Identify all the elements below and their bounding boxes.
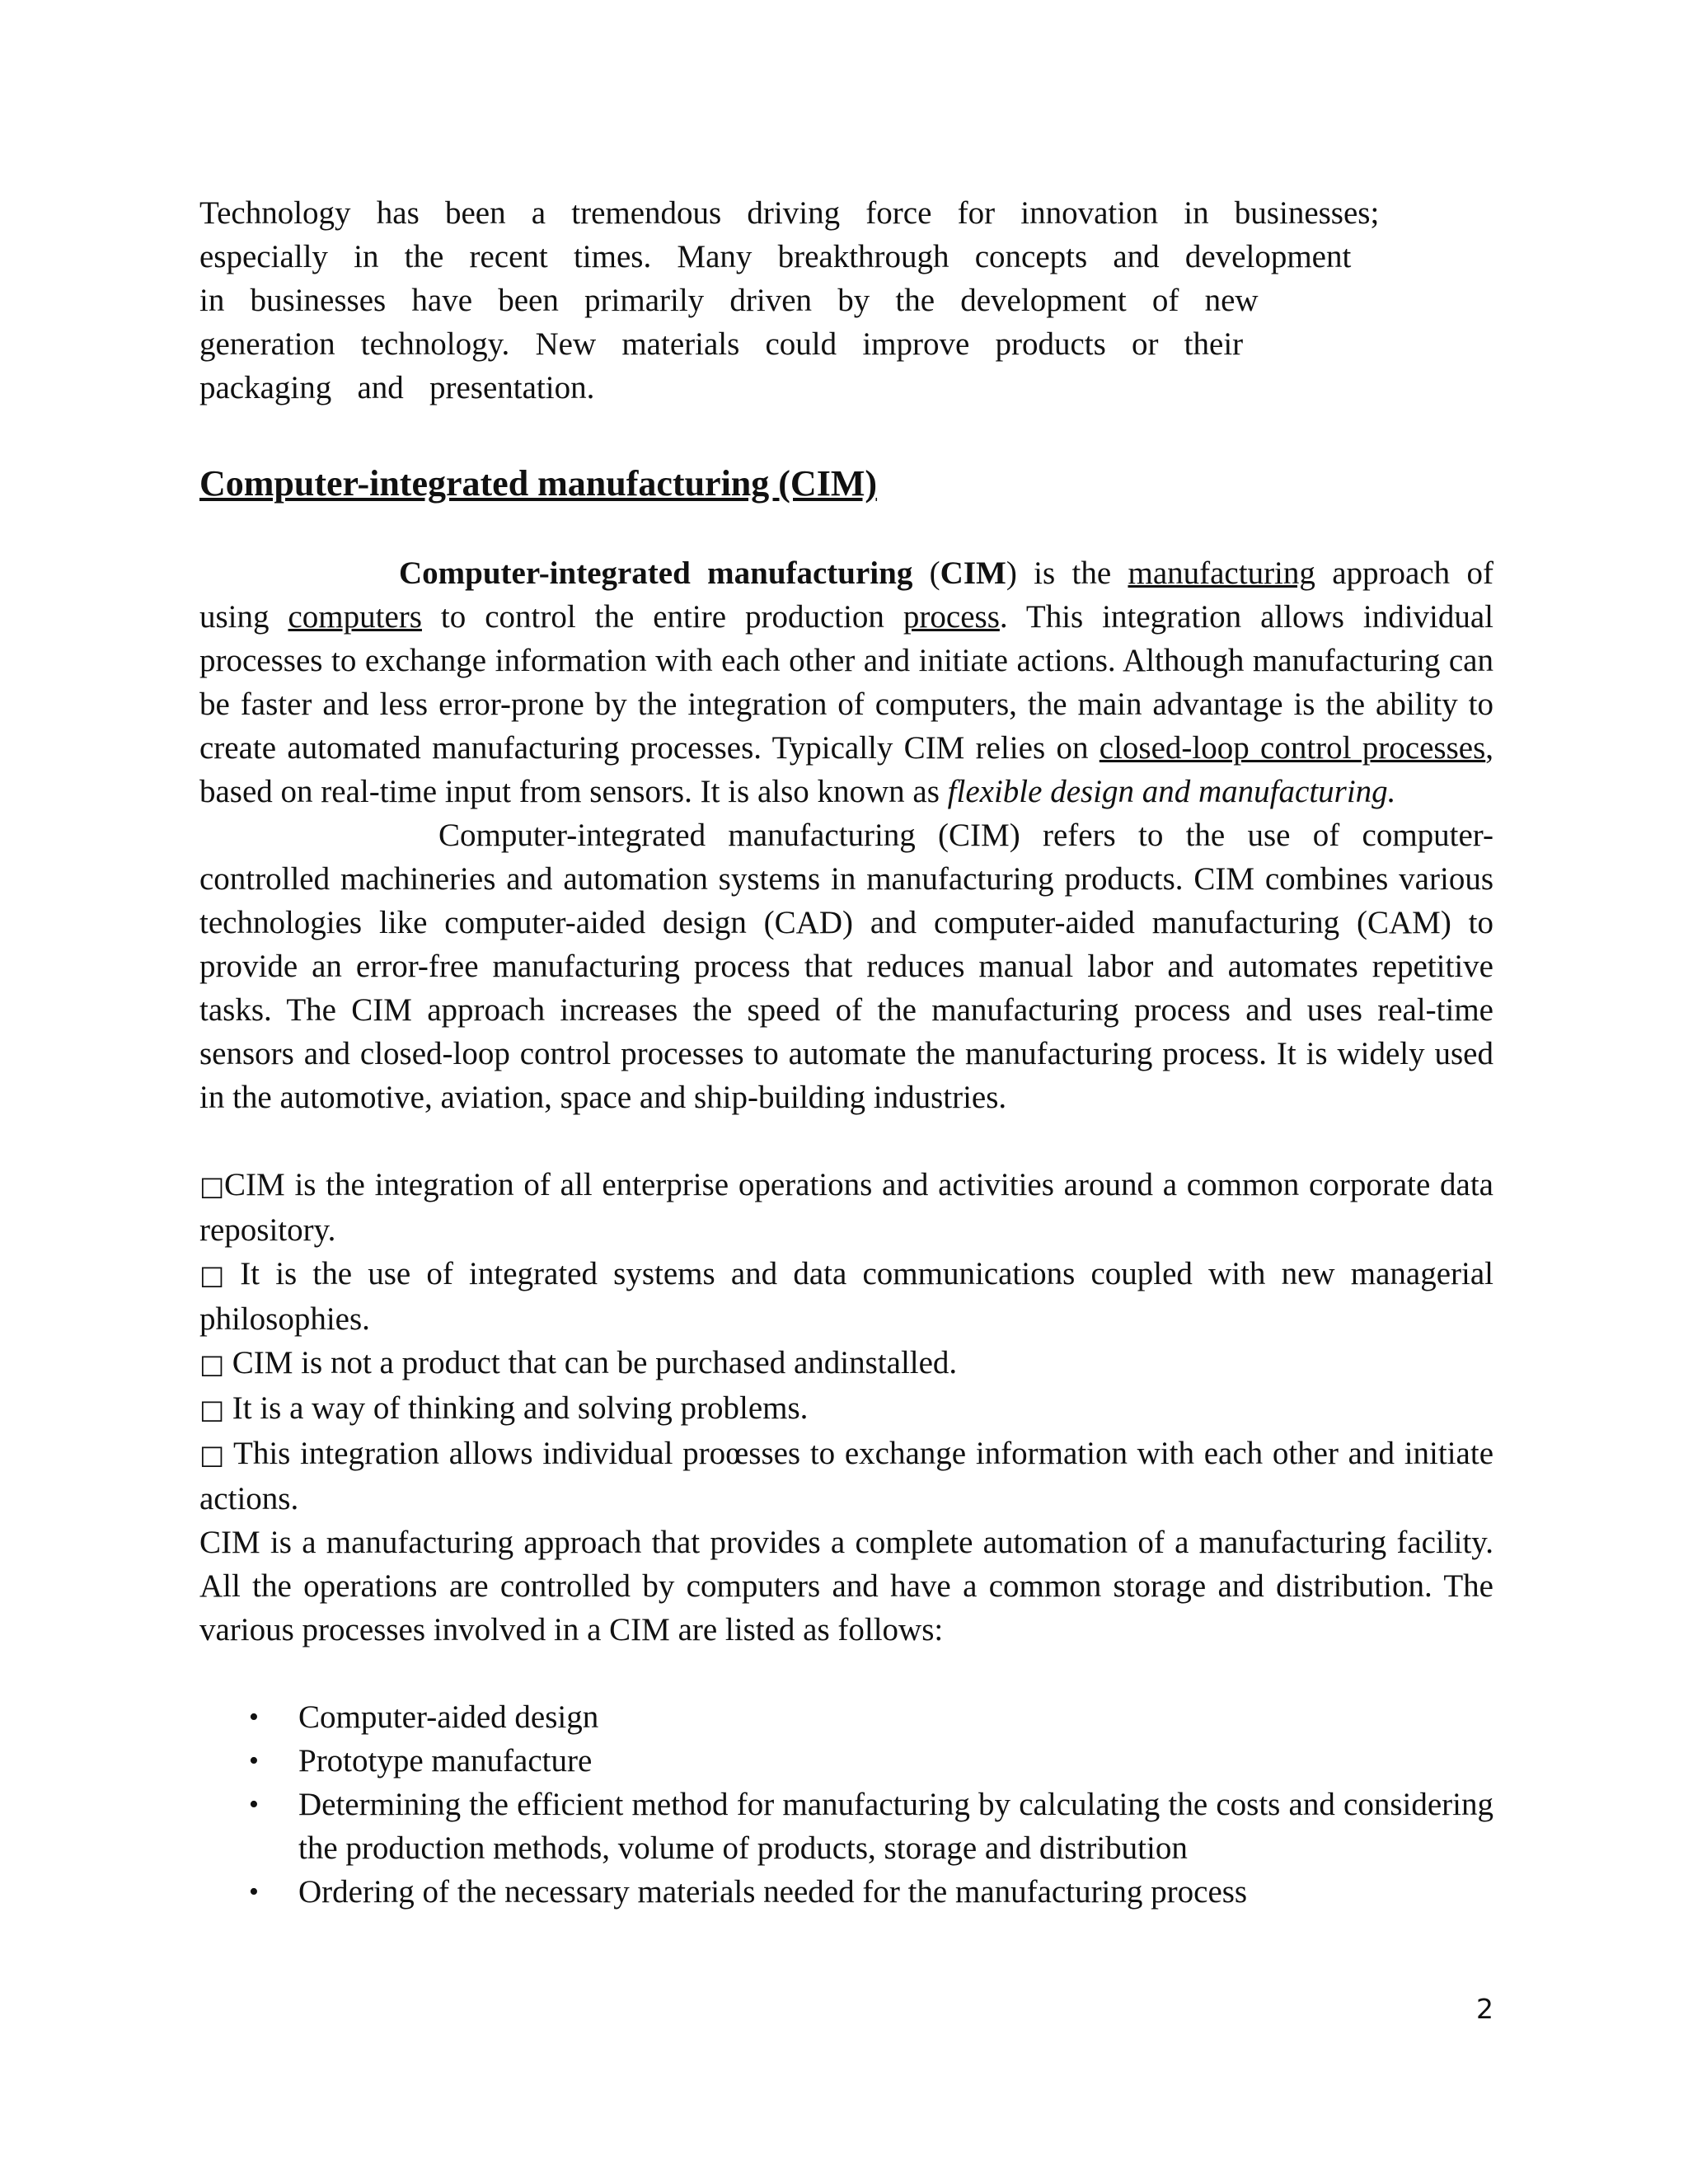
list-item bbox=[199, 1783, 1493, 1870]
list-item-text: Prototype manufacture bbox=[298, 1743, 593, 1779]
text-run: ) is the bbox=[1006, 555, 1128, 591]
link-closed-loop-control[interactable]: closed-loop control processes bbox=[1099, 730, 1486, 766]
square-bullet-icon: □ bbox=[199, 1170, 225, 1202]
list-item-text: Ordering of the necessary materials needed for the manufacturing process bbox=[298, 1874, 1248, 1910]
intro-line: generation technology. New materials could improve products or their bbox=[199, 326, 1244, 362]
list-item bbox=[199, 1870, 1493, 1914]
paragraph-spacer bbox=[199, 1119, 1493, 1163]
bullet-dot-icon: • bbox=[249, 1789, 259, 1820]
box-bullet-text: It is a way of thinking and solving problems. bbox=[232, 1390, 809, 1426]
box-bullet-text: CIM is not a product that can be purchased andinstalled. bbox=[232, 1345, 958, 1380]
text-run: . This integration allows individual processes to exchange information with each other and initiate actions. Although manufacturing can be faster and less error-prone by the integration of computers, the main advantage is the ability to create automated manufacturing processes. Typically CIM relies on bbox=[199, 599, 1494, 766]
box-bullet-item bbox=[199, 1252, 1493, 1341]
bullet-dot-icon: • bbox=[249, 1702, 259, 1732]
cim-definition-paragraph bbox=[199, 551, 1493, 813]
intro-line: Technology has been a tremendous driving force for innovation in businesses; bbox=[199, 195, 1380, 231]
italic-phrase: flexible design and manufacturing. bbox=[947, 774, 1396, 809]
intro-paragraph bbox=[199, 191, 1493, 410]
intro-line: packaging and presentation. bbox=[199, 370, 595, 405]
cim-term: Computer-integrated manufacturing bbox=[399, 555, 913, 591]
intro-line: in businesses have been primarily driven by the development of new bbox=[199, 283, 1259, 318]
page-content bbox=[199, 191, 1493, 1914]
cim-approach-paragraph: CIM is a manufacturing approach that provides a complete automation of a manufacturing facility. All the operations are controlled by computers and have a common storage and distribution. The various processes involved in a CIM are listed as follows: bbox=[199, 1525, 1493, 1647]
text-run: ( bbox=[912, 555, 940, 591]
cim-description-paragraph: Computer-integrated manufacturing (CIM) refers to the use of computer-controlled machineries and automation systems in manufacturing products. CIM combines various technologies like computer-aided design (CAD) and computer-aided manufacturing (CAM) to provide an error-free manufacturing process that reduces manual labor and automates repetitive tasks. The CIM approach increases the speed of the manufacturing process and uses real-time sensors and closed-loop control processes to automate the manufacturing process. It is widely used in the automotive, aviation, space and ship-building industries. bbox=[199, 818, 1493, 1115]
page-number: 2 bbox=[1476, 1993, 1493, 2025]
link-manufacturing[interactable]: manufacturing bbox=[1128, 555, 1315, 591]
list-item bbox=[199, 1695, 1493, 1739]
square-bullet-icon: □ bbox=[199, 1439, 225, 1470]
list-item bbox=[199, 1739, 1493, 1783]
box-bullet-item bbox=[199, 1386, 1493, 1432]
square-bullet-icon: □ bbox=[199, 1259, 225, 1291]
square-bullet-icon: □ bbox=[199, 1394, 225, 1425]
text-run: , based on real-time input from sensors. It is also known as bbox=[199, 730, 1494, 809]
box-bullet-text: It is the use of integrated systems and data communications coupled with new managerial philosophies. bbox=[199, 1256, 1493, 1337]
box-bullet-list bbox=[199, 1163, 1493, 1521]
link-process[interactable]: process bbox=[903, 599, 1000, 635]
text-run: approach of using bbox=[199, 555, 1493, 635]
square-bullet-icon: □ bbox=[199, 1348, 225, 1380]
box-bullet-text: This integration allows individual proœsses to exchange information with each other and initiate actions. bbox=[199, 1436, 1494, 1516]
box-bullet-item bbox=[199, 1341, 1493, 1386]
cim-abbreviation: CIM bbox=[940, 555, 1006, 591]
bullet-dot-icon: • bbox=[249, 1746, 259, 1776]
list-item-text: Computer-aided design bbox=[298, 1699, 599, 1735]
box-bullet-text: CIM is the integration of all enterprise operations and activities around a common corporate data repository. bbox=[199, 1167, 1493, 1248]
link-computers[interactable]: computers bbox=[288, 599, 422, 635]
box-bullet-item bbox=[199, 1432, 1493, 1521]
bullet-dot-icon: • bbox=[249, 1877, 259, 1907]
section-heading: Computer-integrated manufacturing (CIM) bbox=[199, 463, 878, 504]
box-bullet-item bbox=[199, 1163, 1493, 1252]
process-list bbox=[199, 1695, 1493, 1914]
text-run: to control the entire production bbox=[421, 599, 903, 635]
intro-line: especially in the recent times. Many breakthrough concepts and development bbox=[199, 239, 1352, 274]
list-item-text: Determining the efficient method for manufacturing by calculating the costs and considering the production methods, volume of products, storage and distribution bbox=[298, 1787, 1493, 1866]
